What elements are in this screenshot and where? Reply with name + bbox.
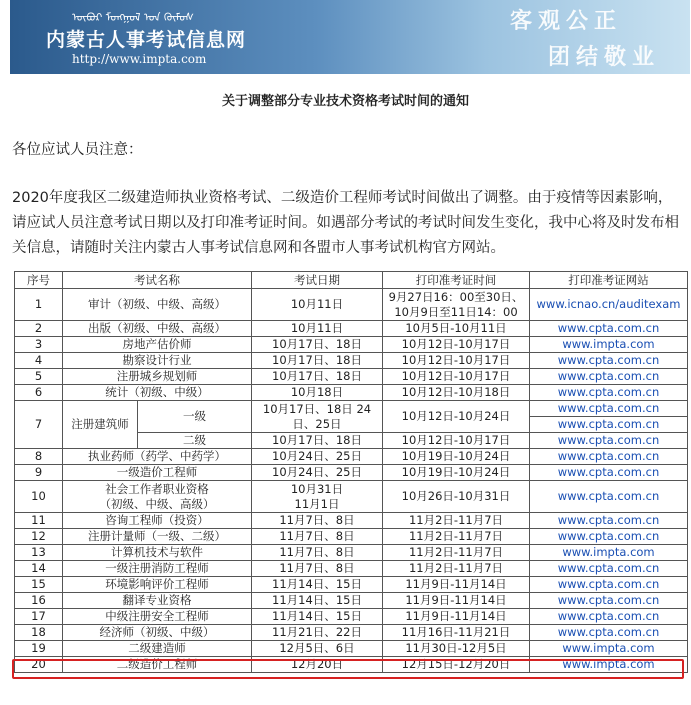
row-number: 20 — [15, 657, 63, 673]
exam-date: 12月5日、6日 — [252, 641, 383, 657]
exam-name: 经济师（初级、中级） — [63, 625, 252, 641]
row-number: 14 — [15, 561, 63, 577]
row-number: 1 — [15, 289, 63, 321]
print-site-link[interactable]: www.cpta.com.cn — [530, 481, 688, 513]
exam-date: 10月24日、25日 — [252, 449, 383, 465]
exam-date: 11月7日、8日 — [252, 561, 383, 577]
row-number: 16 — [15, 593, 63, 609]
print-site-link[interactable]: www.cpta.com.cn — [530, 385, 688, 401]
print-period: 10月19日-10月24日 — [383, 465, 530, 481]
header-date: 考试日期 — [252, 272, 383, 289]
print-period: 11月2日-11月7日 — [383, 513, 530, 529]
print-period: 12月15日-12月20日 — [383, 657, 530, 673]
header-print: 打印准考证时间 — [383, 272, 530, 289]
exam-date: 10月17日、18日 — [252, 353, 383, 369]
row-number: 11 — [15, 513, 63, 529]
exam-date: 10月24日、25日 — [252, 465, 383, 481]
print-period: 10月12日-10月24日 — [383, 401, 530, 433]
exam-date: 10月11日 — [252, 321, 383, 337]
print-period: 11月9日-11月14日 — [383, 593, 530, 609]
table-row — [15, 513, 688, 529]
exam-name: 执业药师（药学、中药学） — [63, 449, 252, 465]
table-row — [15, 337, 688, 353]
exam-date: 11月7日、8日 — [252, 545, 383, 561]
table-row — [15, 529, 688, 545]
exam-name: 房地产估价师 — [63, 337, 252, 353]
site-name: 内蒙古人事考试信息网 — [46, 29, 247, 51]
table-row — [15, 289, 688, 321]
slogan-bottom: 团结敬业 — [547, 44, 660, 70]
print-site-link[interactable]: www.impta.com — [530, 657, 688, 673]
row-number: 2 — [15, 321, 63, 337]
table-row — [15, 481, 688, 513]
exam-date: 10月17日、18日 — [252, 369, 383, 385]
row-number: 12 — [15, 529, 63, 545]
print-site-link[interactable]: www.cpta.com.cn — [530, 369, 688, 385]
header-site: 打印准考证网站 — [530, 272, 688, 289]
table-row — [15, 369, 688, 385]
print-site-link[interactable]: www.cpta.com.cn — [530, 577, 688, 593]
row-number: 18 — [15, 625, 63, 641]
exam-date — [252, 481, 383, 513]
exam-name: 翻译专业资格 — [63, 593, 252, 609]
table-row — [15, 561, 688, 577]
row-number: 5 — [15, 369, 63, 385]
print-site-link[interactable]: www.impta.com — [530, 641, 688, 657]
print-period: 10月12日-10月17日 — [383, 337, 530, 353]
notice-greeting: 各位应试人员注意： — [12, 142, 143, 158]
exam-name: 二级造价工程师 — [63, 657, 252, 673]
exam-date: 11月7日、8日 — [252, 529, 383, 545]
table-row — [15, 449, 688, 465]
print-site-link[interactable]: www.cpta.com.cn — [530, 529, 688, 545]
exam-name: 出版（初级、中级、高级） — [63, 321, 252, 337]
notice-title: 关于调整部分专业技术资格考试时间的通知 — [221, 94, 469, 109]
print-period: 11月9日-11月14日 — [383, 577, 530, 593]
table-row — [15, 385, 688, 401]
exam-date: 10月11日 — [252, 289, 383, 321]
exam-date: 11月14日、15日 — [252, 609, 383, 625]
row-number: 4 — [15, 353, 63, 369]
row-number: 8 — [15, 449, 63, 465]
row-number: 3 — [15, 337, 63, 353]
print-period: 10月26日-10月31日 — [383, 481, 530, 513]
exam-name: 咨询工程师（投资） — [63, 513, 252, 529]
exam-date-line: 10月31日 — [290, 481, 344, 496]
exam-name: 一级注册消防工程师 — [63, 561, 252, 577]
row-number: 9 — [15, 465, 63, 481]
slogan-top: 客观公正 — [509, 8, 622, 34]
print-period: 10月12日-10月17日 — [383, 369, 530, 385]
exam-name: 中级注册安全工程师 — [63, 609, 252, 625]
print-period: 11月16日-11月21日 — [383, 625, 530, 641]
print-site-link[interactable]: www.cpta.com.cn — [530, 561, 688, 577]
row-number: 17 — [15, 609, 63, 625]
exam-date: 11月7日、8日 — [252, 513, 383, 529]
site-url[interactable]: http://www.impta.com — [72, 52, 207, 66]
exam-date-line: 11月1日 — [294, 496, 340, 511]
print-site-link[interactable]: www.cpta.com.cn — [530, 401, 688, 417]
row-number: 7 — [15, 401, 63, 449]
mongolian-script-title: ᠦᠪᠦᠷ ᠮᠣᠩᠭᠣᠯ ᠤᠨ ᠬᠦᠮᠦᠰ — [72, 11, 194, 24]
exam-name: 审计（初级、中级、高级） — [63, 289, 252, 321]
print-site-link[interactable]: www.cpta.com.cn — [530, 465, 688, 481]
exam-name — [63, 481, 252, 513]
table-row — [15, 321, 688, 337]
print-site-link[interactable]: www.cpta.com.cn — [530, 449, 688, 465]
print-period: 10月12日-10月17日 — [383, 433, 530, 449]
print-period: 10月12日-10月17日 — [383, 353, 530, 369]
row-number: 13 — [15, 545, 63, 561]
exam-name: 计算机技术与软件 — [63, 545, 252, 561]
print-site-link[interactable]: www.icnao.cn/auditexam — [530, 289, 688, 321]
exam-name: 注册城乡规划师 — [63, 369, 252, 385]
print-period: 10月12日-10月18日 — [383, 385, 530, 401]
table-row — [15, 401, 688, 417]
table-row — [15, 625, 688, 641]
exam-name-line: （初级、中级、高级） — [99, 496, 215, 511]
print-period: 11月2日-11月7日 — [383, 561, 530, 577]
exam-date: 10月18日 — [252, 385, 383, 401]
table-row — [15, 657, 688, 673]
exam-schedule-table — [14, 271, 688, 673]
exam-date: 11月14日、15日 — [252, 593, 383, 609]
row-number: 19 — [15, 641, 63, 657]
print-site-link[interactable]: www.cpta.com.cn — [530, 609, 688, 625]
row-number: 10 — [15, 481, 63, 513]
exam-name: 统计（初级、中级） — [63, 385, 252, 401]
table-row — [15, 609, 688, 625]
print-site-link[interactable]: www.cpta.com.cn — [530, 353, 688, 369]
table-row — [15, 593, 688, 609]
table-header-row — [15, 272, 688, 289]
exam-date: 10月17日、18日 — [252, 433, 383, 449]
exam-name: 勘察设计行业 — [63, 353, 252, 369]
exam-date: 10月17日、18日 — [252, 337, 383, 353]
print-site-link[interactable]: www.impta.com — [530, 337, 688, 353]
print-site-link[interactable]: www.cpta.com.cn — [530, 433, 688, 449]
print-site-link[interactable]: www.cpta.com.cn — [530, 417, 688, 433]
table-row — [15, 545, 688, 561]
print-period: 10月19日-10月24日 — [383, 449, 530, 465]
exam-date: 11月21日、22日 — [252, 625, 383, 641]
header-no: 序号 — [15, 272, 63, 289]
table-row — [15, 353, 688, 369]
notice-body: 2020年度我区二级建造师执业资格考试、二级造价工程师考试时间做出了调整。由于疫情等因素影响，请应试人员注意考试日期以及打印准考证时间。如遇部分考试的考试时间发生变化，我中心将及时发布相关信息，请随时关注内蒙古人事考试信息网和各盟市人事考试机构官方网站。 — [12, 190, 679, 256]
exam-name: 二级建造师 — [63, 641, 252, 657]
row-number: 6 — [15, 385, 63, 401]
exam-name: 注册计量师（一级、二级） — [63, 529, 252, 545]
print-period: 11月2日-11月7日 — [383, 545, 530, 561]
exam-date: 10月17日、18日 24日、25日 — [252, 401, 383, 433]
row-number: 15 — [15, 577, 63, 593]
print-period: 11月9日-11月14日 — [383, 609, 530, 625]
table-row — [15, 641, 688, 657]
exam-level: 一级 — [138, 401, 252, 433]
table-row — [15, 465, 688, 481]
print-period: 11月30日-12月5日 — [383, 641, 530, 657]
exam-date: 12月20日 — [252, 657, 383, 673]
site-banner — [10, 0, 690, 74]
exam-name: 环境影响评价工程师 — [63, 577, 252, 593]
print-site-link[interactable]: www.cpta.com.cn — [530, 625, 688, 641]
table-row — [15, 577, 688, 593]
header-name: 考试名称 — [63, 272, 252, 289]
exam-name: 注册建筑师 — [63, 401, 138, 449]
exam-name: 一级造价工程师 — [63, 465, 252, 481]
print-site-link[interactable]: www.cpta.com.cn — [530, 321, 688, 337]
print-site-link[interactable]: www.impta.com — [530, 545, 688, 561]
exam-level: 二级 — [138, 433, 252, 449]
print-period: 11月2日-11月7日 — [383, 529, 530, 545]
print-site-link[interactable]: www.cpta.com.cn — [530, 513, 688, 529]
print-period: 10月5日-10月11日 — [383, 321, 530, 337]
exam-date: 11月14日、15日 — [252, 577, 383, 593]
exam-name-line: 社会工作者职业资格 — [105, 481, 209, 496]
print-period: 9月27日16：00至30日、10月9日至11日14：00 — [383, 289, 530, 321]
print-site-link[interactable]: www.cpta.com.cn — [530, 593, 688, 609]
